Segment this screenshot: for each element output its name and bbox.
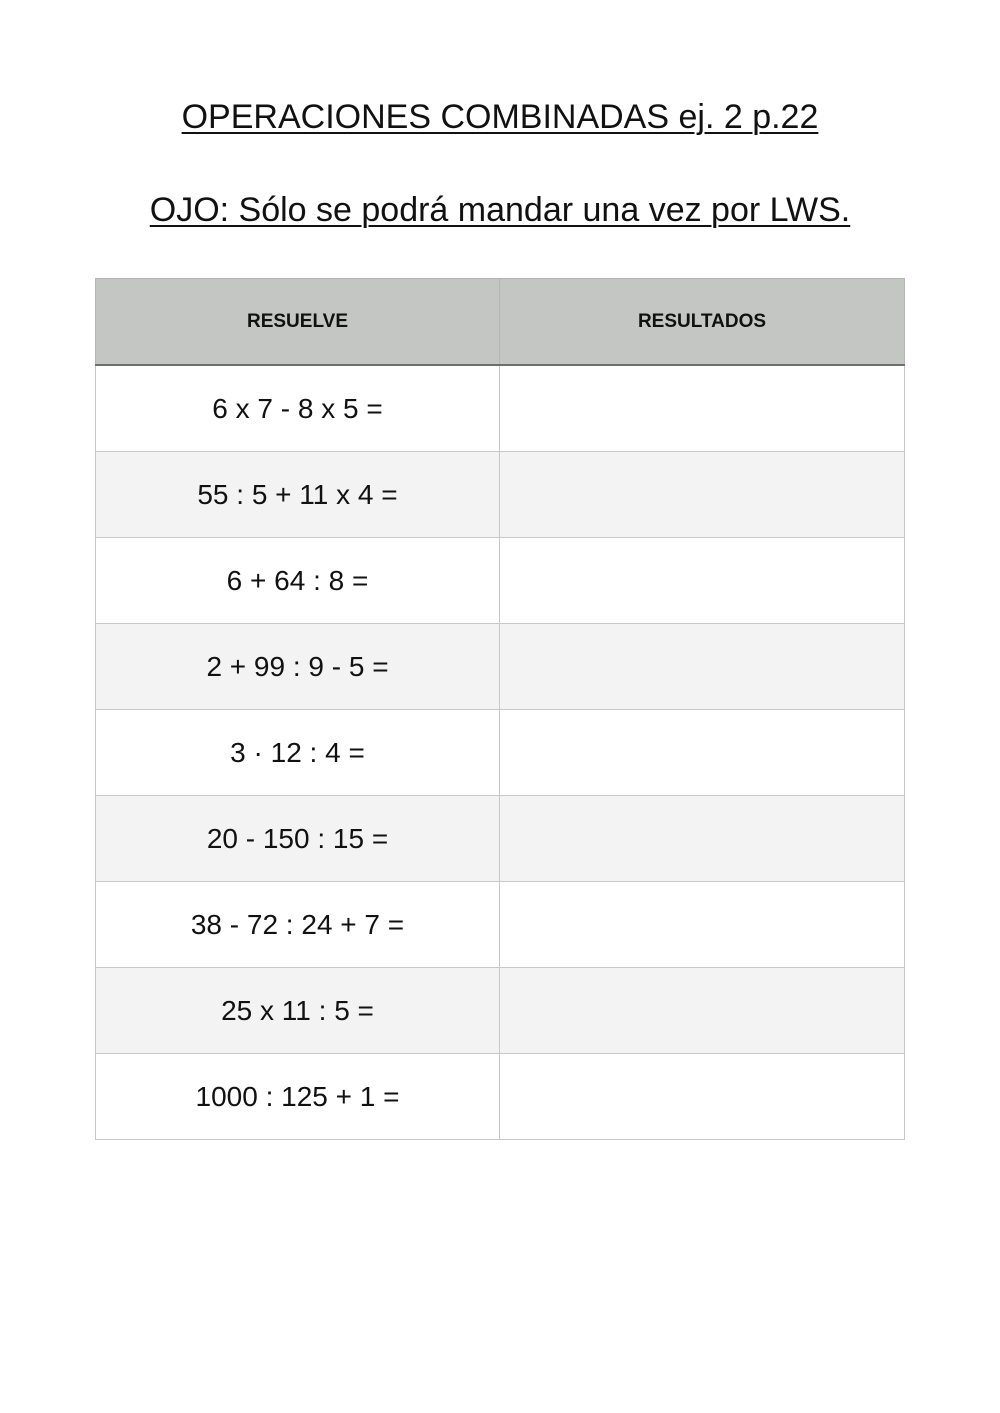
table-row	[96, 1054, 905, 1140]
result-cell[interactable]	[500, 1054, 905, 1140]
result-cell[interactable]	[500, 796, 905, 882]
table-row	[96, 624, 905, 710]
expression-cell: 3 · 12 : 4 =	[96, 710, 500, 796]
expression-cell: 2 + 99 : 9 - 5 =	[96, 624, 500, 710]
page-title: OPERACIONES COMBINADAS ej. 2 p.22	[181, 98, 819, 136]
result-cell[interactable]	[500, 452, 905, 538]
expression-cell: 25 x 11 : 5 =	[96, 968, 500, 1054]
table-row	[96, 710, 905, 796]
exercise-table	[95, 278, 905, 1140]
result-cell[interactable]	[500, 365, 905, 452]
expression-cell: 38 - 72 : 24 + 7 =	[96, 882, 500, 968]
table-header-row	[96, 279, 905, 366]
page-note: OJO: Sólo se podrá mandar una vez por LWS.	[149, 191, 851, 229]
expression-cell: 55 : 5 + 11 x 4 =	[96, 452, 500, 538]
table-row	[96, 796, 905, 882]
result-cell[interactable]	[500, 624, 905, 710]
header-resuelve: RESUELVE	[96, 279, 500, 366]
table-row	[96, 365, 905, 452]
result-cell[interactable]	[500, 710, 905, 796]
header-resultados: RESULTADOS	[500, 279, 905, 366]
result-cell[interactable]	[500, 882, 905, 968]
expression-cell: 6 + 64 : 8 =	[96, 538, 500, 624]
result-cell[interactable]	[500, 968, 905, 1054]
result-cell[interactable]	[500, 538, 905, 624]
table-row	[96, 452, 905, 538]
expression-cell: 20 - 150 : 15 =	[96, 796, 500, 882]
table-row	[96, 882, 905, 968]
expression-cell: 1000 : 125 + 1 =	[96, 1054, 500, 1140]
table-row	[96, 968, 905, 1054]
table-row	[96, 538, 905, 624]
expression-cell: 6 x 7 - 8 x 5 =	[96, 365, 500, 452]
